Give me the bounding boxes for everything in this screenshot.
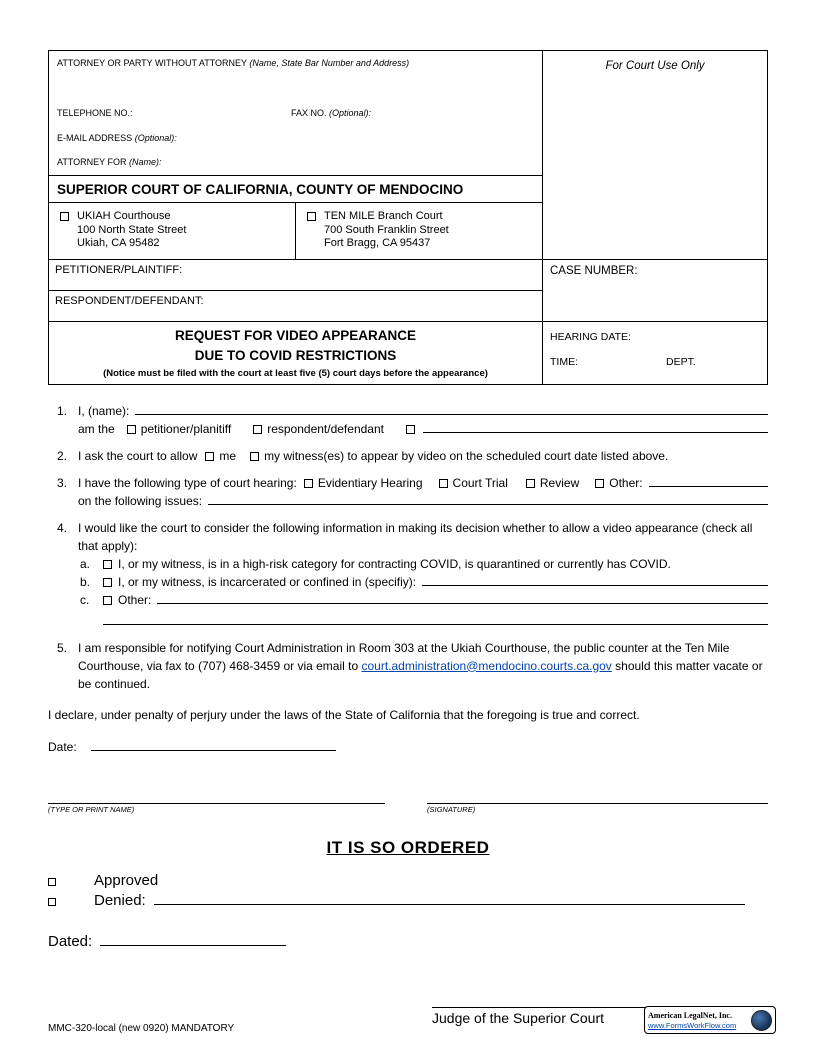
other-reason-checkbox[interactable] (103, 596, 112, 605)
case-number-label: CASE NUMBER: (550, 264, 638, 277)
item-1-number: 1. (57, 403, 68, 418)
form-title-line1: REQUEST FOR VIDEO APPEARANCE (174, 327, 417, 343)
item-3 (48, 474, 768, 510)
date-label: Date: (48, 739, 77, 754)
incarcerated-specify-input-line[interactable] (422, 585, 768, 586)
case-number-field[interactable] (543, 260, 767, 321)
allow-me-label: me (219, 448, 237, 463)
fax-field[interactable] (291, 108, 371, 118)
signature-block (427, 792, 768, 814)
item-4-text (78, 519, 768, 625)
respondent-field[interactable] (49, 291, 542, 321)
time-label: TIME: (550, 355, 578, 368)
respondent-label: RESPONDENT/DEFENDANT: (55, 294, 204, 307)
respondent-option-label: respondent/defendant (267, 421, 384, 436)
hearing-other-label: Other: (609, 475, 643, 490)
other-reason-input-line-2[interactable] (103, 609, 768, 625)
item-1-lead: I, (name): (78, 403, 130, 418)
legalnet-text (648, 1011, 751, 1030)
allow-witness-label: my witness(es) to appear by video on the scheduled court date listed above. (264, 448, 669, 463)
court-trial-label: Court Trial (452, 475, 508, 490)
item-5-number: 5. (57, 640, 68, 655)
approved-row (48, 872, 768, 889)
court-name: SUPERIOR COURT OF CALIFORNIA, COUNTY OF MENDOCINO (49, 175, 542, 202)
attorney-label (57, 58, 534, 68)
courthouse-tenmile (296, 203, 542, 259)
issues-label: on the following issues: (78, 493, 203, 508)
form-page (48, 50, 768, 1026)
attorney-info-section[interactable] (49, 51, 542, 175)
perjury-declaration: I declare, under penalty of perjury under the laws of the State of California that the foregoing is true and correct. (48, 707, 640, 722)
date-row (48, 740, 768, 754)
courthouse-address2: Fort Bragg, CA 95437 (324, 237, 431, 249)
email-field[interactable] (57, 133, 534, 143)
item-4-number: 4. (57, 520, 68, 535)
petitioner-checkbox[interactable] (127, 425, 136, 434)
item-1-text (78, 402, 768, 438)
allow-witness-checkbox[interactable] (250, 452, 259, 461)
formsworkflow-link[interactable]: www.FormsWorkFlow.com (648, 1020, 737, 1030)
review-label: Review (539, 475, 580, 490)
item-2 (48, 447, 768, 465)
print-name-input-line[interactable] (48, 792, 385, 804)
court-trial-checkbox[interactable] (439, 479, 448, 488)
item-4 (48, 519, 768, 625)
caption-top (49, 51, 767, 259)
attorney-for-label-note: (Name): (129, 157, 162, 167)
date-input-line[interactable] (91, 750, 336, 751)
incarcerated-label: I, or my witness, is incarcerated or confined in (specifiy): (118, 574, 417, 589)
dept-label: DEPT. (666, 355, 696, 368)
case-caption-box (48, 50, 768, 385)
fax-label: FAX NO. (291, 108, 327, 118)
print-name-block (48, 792, 385, 814)
courthouse-address1: 100 North State Street (77, 223, 187, 236)
review-checkbox[interactable] (526, 479, 535, 488)
fax-label-note: (Optional): (329, 108, 372, 118)
form-items (48, 402, 768, 693)
high-risk-label: I, or my witness, is in a high-risk category for contracting COVID, is quarantined or currently has COVID. (118, 556, 671, 571)
courthouse-name: UKIAH Courthouse (77, 210, 171, 222)
am-the-label: am the (78, 421, 115, 436)
form-title-block (49, 322, 543, 384)
name-input-line[interactable] (135, 414, 768, 415)
dated-label: Dated: (48, 932, 93, 950)
item-5 (48, 639, 768, 693)
courthouse-row (49, 202, 542, 259)
item-3-text (78, 474, 768, 510)
form-number: MMC-320-local (new 0920) MANDATORY (48, 1023, 235, 1034)
issues-input-line[interactable] (208, 504, 768, 505)
item-3-line2 (78, 492, 768, 510)
telephone-fax-row (57, 108, 534, 118)
courthouse-address1: 700 South Franklin Street (324, 223, 449, 236)
item-4-lead: I would like the court to consider the following information in making its decision whether to allow a video appearance (check all that apply): (78, 520, 753, 553)
denied-label: Denied: (94, 891, 146, 909)
hearing-date-label: HEARING DATE: (550, 330, 631, 343)
hearing-time-row (550, 356, 760, 368)
judge-caption: Judge of the Superior Court (432, 1009, 604, 1026)
email-label-note: (Optional): (134, 133, 177, 143)
item-1-line1 (78, 402, 768, 420)
court-admin-email-link[interactable]: court.administration@mendocino.courts.ca.gov (361, 658, 612, 673)
attorney-label-text: ATTORNEY OR PARTY WITHOUT ATTORNEY (57, 58, 247, 68)
allow-me-checkbox[interactable] (205, 452, 214, 461)
legalnet-logo (644, 1006, 776, 1034)
attorney-for-label: ATTORNEY FOR (57, 157, 127, 167)
item-4b-letter: b. (80, 574, 91, 589)
signature-input-line[interactable] (427, 792, 768, 804)
approved-checkbox[interactable] (48, 878, 56, 886)
denied-input-line[interactable] (154, 904, 745, 905)
other-role-input-line[interactable] (423, 432, 768, 433)
ukiah-checkbox[interactable] (60, 212, 69, 221)
telephone-field[interactable] (57, 108, 291, 118)
approved-label: Approved (94, 871, 159, 889)
attorney-label-note: (Name, State Bar Number and Address) (249, 58, 410, 68)
courthouse-ukiah (49, 203, 296, 259)
form-title-note: (Notice must be filed with the court at least five (5) court days before the appearance) (103, 367, 488, 379)
petitioner-label: PETITIONER/PLAINTIFF: (55, 263, 183, 276)
item-4a-letter: a. (80, 556, 91, 571)
item-2-lead: I ask the court to allow (78, 448, 198, 463)
other-reason-input-line[interactable] (157, 603, 768, 604)
item-4b (80, 573, 768, 591)
hearing-other-checkbox[interactable] (595, 479, 604, 488)
item-5-text (78, 639, 768, 693)
courthouse-address2: Ukiah, CA 95482 (77, 237, 160, 249)
party-rows (49, 259, 767, 321)
item-2-line1 (78, 447, 768, 465)
courthouse-name: TEN MILE Branch Court (324, 210, 443, 222)
legalnet-company-name: American LegalNet, Inc. (648, 1010, 732, 1020)
item-1-line2 (78, 420, 768, 438)
petitioner-option-label: petitioner/planitiff (140, 421, 232, 436)
form-title-row (49, 321, 767, 384)
petitioner-field[interactable] (49, 260, 542, 291)
high-risk-checkbox[interactable] (103, 560, 112, 569)
denied-row (48, 892, 768, 909)
item-4c (80, 591, 768, 609)
evidentiary-hearing-checkbox[interactable] (304, 479, 313, 488)
court-use-only-label: For Court Use Only (605, 60, 705, 72)
form-title-line2: DUE TO COVID RESTRICTIONS (194, 347, 397, 363)
other-role-checkbox[interactable] (406, 425, 415, 434)
item-4c-letter: c. (80, 592, 90, 607)
email-label: E-MAIL ADDRESS (57, 133, 133, 143)
tenmile-checkbox[interactable] (307, 212, 316, 221)
item-4a (80, 555, 768, 573)
respondent-checkbox[interactable] (253, 425, 262, 434)
attorney-for-field[interactable] (57, 157, 534, 167)
incarcerated-checkbox[interactable] (103, 578, 112, 587)
dated-row (48, 933, 768, 950)
hearing-info-field[interactable] (543, 322, 767, 384)
item-2-text (78, 447, 768, 465)
other-reason-label: Other: (118, 592, 152, 607)
courthouse-tenmile-text (324, 210, 449, 251)
telephone-label: TELEPHONE NO.: (57, 108, 133, 118)
item-3-number: 3. (57, 475, 68, 490)
print-name-caption: (TYPE OR PRINT NAME) (48, 804, 135, 814)
party-left (49, 260, 543, 321)
item-3-lead: I have the following type of court hearing: (78, 475, 297, 490)
item-1 (48, 402, 768, 438)
denied-checkbox[interactable] (48, 898, 56, 906)
caption-left (49, 51, 543, 259)
item-5-tail: should this matter vacate or be continued. (78, 658, 763, 691)
dated-input-line[interactable] (100, 945, 286, 946)
signature-row (48, 792, 768, 814)
courthouse-ukiah-text (77, 210, 186, 251)
order-title: IT IS SO ORDERED (326, 837, 490, 857)
court-use-only-box (543, 51, 767, 259)
item-5-lead: I am responsible for notifying Court Administration in Room 303 at the Ukiah Courthouse, the public counter at the Ten Mile Courthouse, via fax to (707) 468-3459 or via email to (78, 640, 730, 673)
signature-caption: (SIGNATURE) (427, 804, 476, 814)
legalnet-globe-icon (751, 1010, 772, 1031)
item-2-number: 2. (57, 448, 68, 463)
hearing-other-input-line[interactable] (649, 486, 768, 487)
evidentiary-hearing-label: Evidentiary Hearing (317, 475, 423, 490)
item-3-line1 (78, 474, 768, 492)
